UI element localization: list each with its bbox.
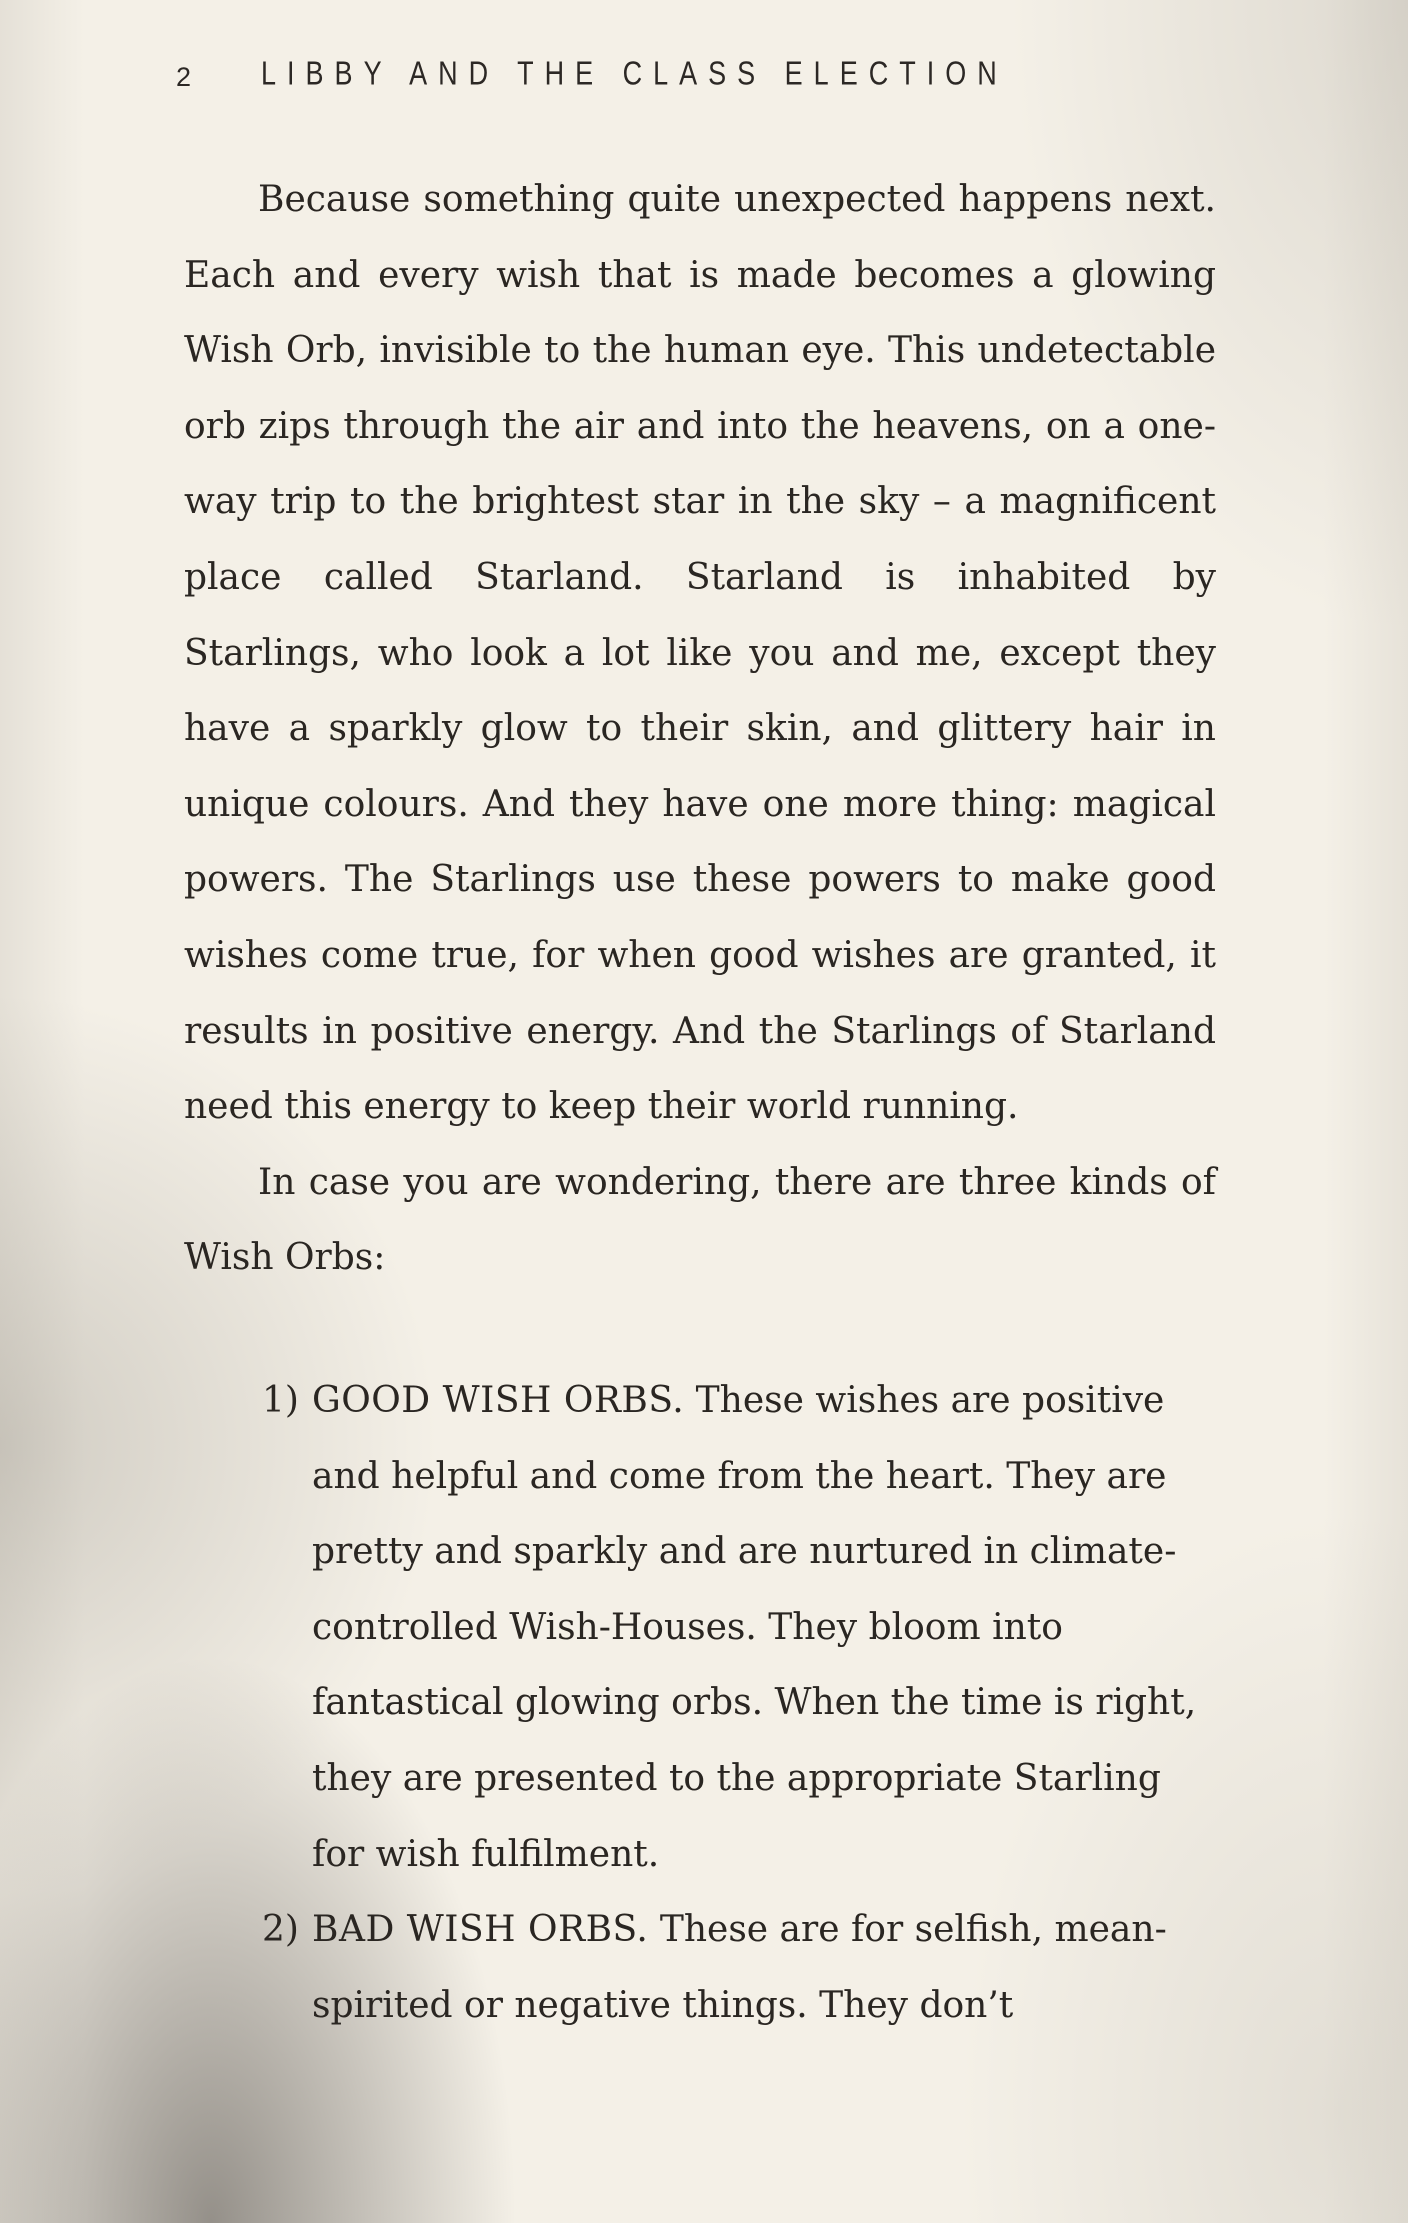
running-head-title: LIBBY AND THE CLASS ELECTION — [261, 54, 1008, 92]
wish-orb-list — [184, 1363, 1216, 2043]
paragraph: Because something quite unexpected happens next. Each and every wish that is made becomes a glowing Wish Orb, invisible to the human eye. This undetectable orb zips through the air and into the heavens, on a one-way trip to the brightest star in the sky – a magnificent place called Starland. Starland is inhabited by Starlings, who look a lot like you and me, except they have a sparkly glow to their skin, and glittery hair in unique colours. And they have one more thing: magical powers. The Starlings use these powers to make good wishes come true, for when good wishes are granted, it results in positive energy. And the Starlings of Starland need this energy to keep their world running. — [184, 179, 1216, 1128]
list-text: These are for selfish, mean-spirited or negative things. They don’t — [312, 1909, 1167, 2026]
list-number: 2) — [262, 1909, 299, 1951]
paragraph: In case you are wondering, there are three kinds of Wish Orbs: — [184, 1161, 1216, 1279]
list-heading: BAD WISH ORBS. — [312, 1909, 649, 1951]
page-number: 2 — [176, 62, 192, 92]
list-item — [184, 1363, 1216, 1892]
body-text — [184, 162, 1216, 1296]
list-text: These wishes are positive and helpful and come from the heart. They are pretty and sparkly and are nurtured in climate-controlled Wish-Houses. They bloom into fantastical glowing orbs. When the time is right, they are presented to the appropriate Starling for wish fulfilment. — [312, 1380, 1197, 1875]
list-item — [184, 1892, 1216, 2043]
list-number: 1) — [262, 1380, 299, 1421]
page-header — [176, 54, 1008, 93]
list-heading: GOOD WISH ORBS. — [312, 1380, 685, 1421]
